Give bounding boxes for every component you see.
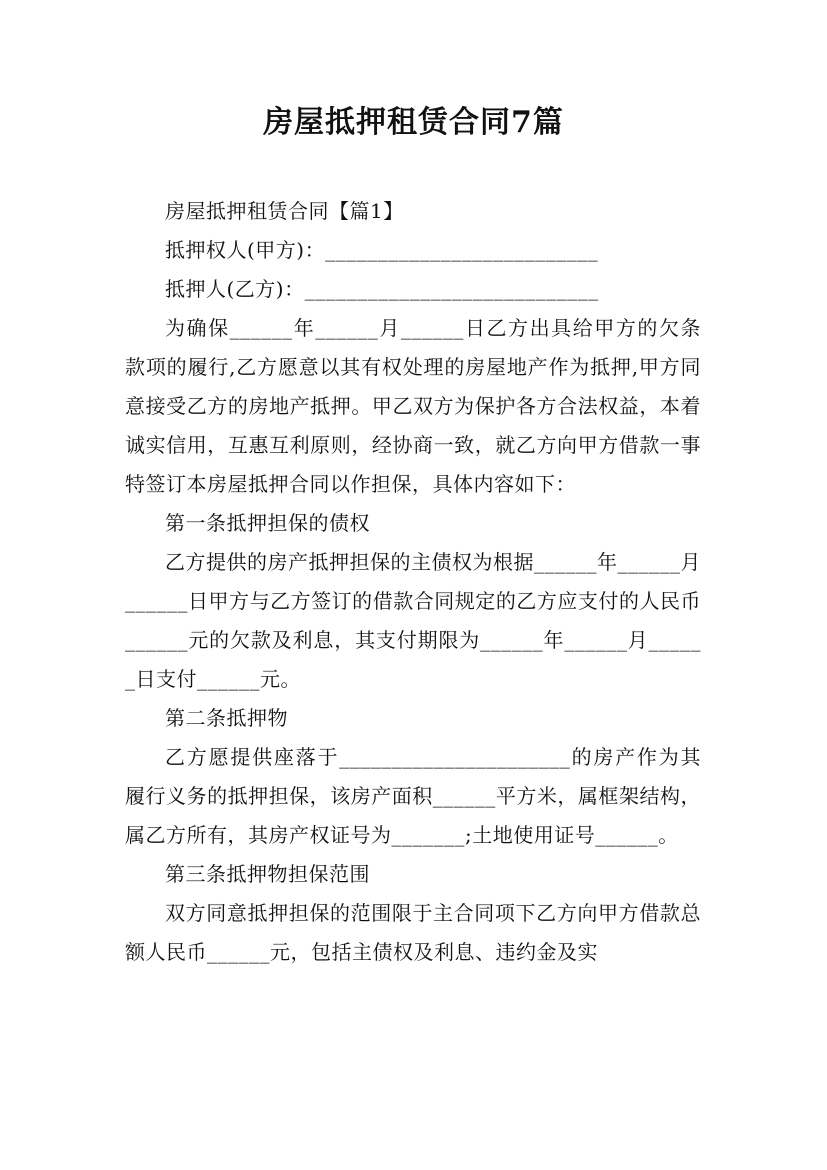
document-title: 房屋抵押租赁合同7篇 — [263, 105, 564, 140]
article-2-heading: 第二条抵押物 — [165, 706, 288, 730]
article-1-heading: 第一条抵押担保的债权 — [165, 511, 370, 535]
article-3-paragraph: 双方同意抵押担保的范围限于主合同项下乙方向甲方借款总额人民币______元，包括主债权及利息、违约金及实 — [125, 901, 701, 964]
section-heading: 房屋抵押租赁合同【篇1】 — [165, 199, 404, 223]
article-3-heading: 第三条抵押物担保范围 — [165, 862, 370, 886]
party-b-line: 抵押人(乙方)：____________________________ — [165, 277, 599, 301]
party-a-line: 抵押权人(甲方)：__________________________ — [165, 238, 599, 262]
intro-paragraph: 为确保______年______月______日乙方出具给甲方的欠条款项的履行,乙方愿意以其有权处理的房屋地产作为抵押,甲方同意接受乙方的房地产抵押。甲乙双方为保护各方合法权益，本着诚实信用，互惠互利原则，经协商一致，就乙方向甲方借款一事特签订本房屋抵押合同以作担保，具体内容如下： — [125, 316, 701, 496]
document-body — [125, 192, 701, 972]
article-2-paragraph: 乙方愿提供座落于______________________的房产作为其履行义务的抵押担保，该房产面积______平方米，属框架结构，属乙方所有，其房产权证号为_______;土地使用证号______。 — [125, 745, 701, 847]
article-1-paragraph: 乙方提供的房产抵押担保的主债权为根据______年______月______日甲方与乙方签订的借款合同规定的乙方应支付的人民币______元的欠款及利息，其支付期限为______年______月______日支付______元。 — [125, 550, 701, 691]
